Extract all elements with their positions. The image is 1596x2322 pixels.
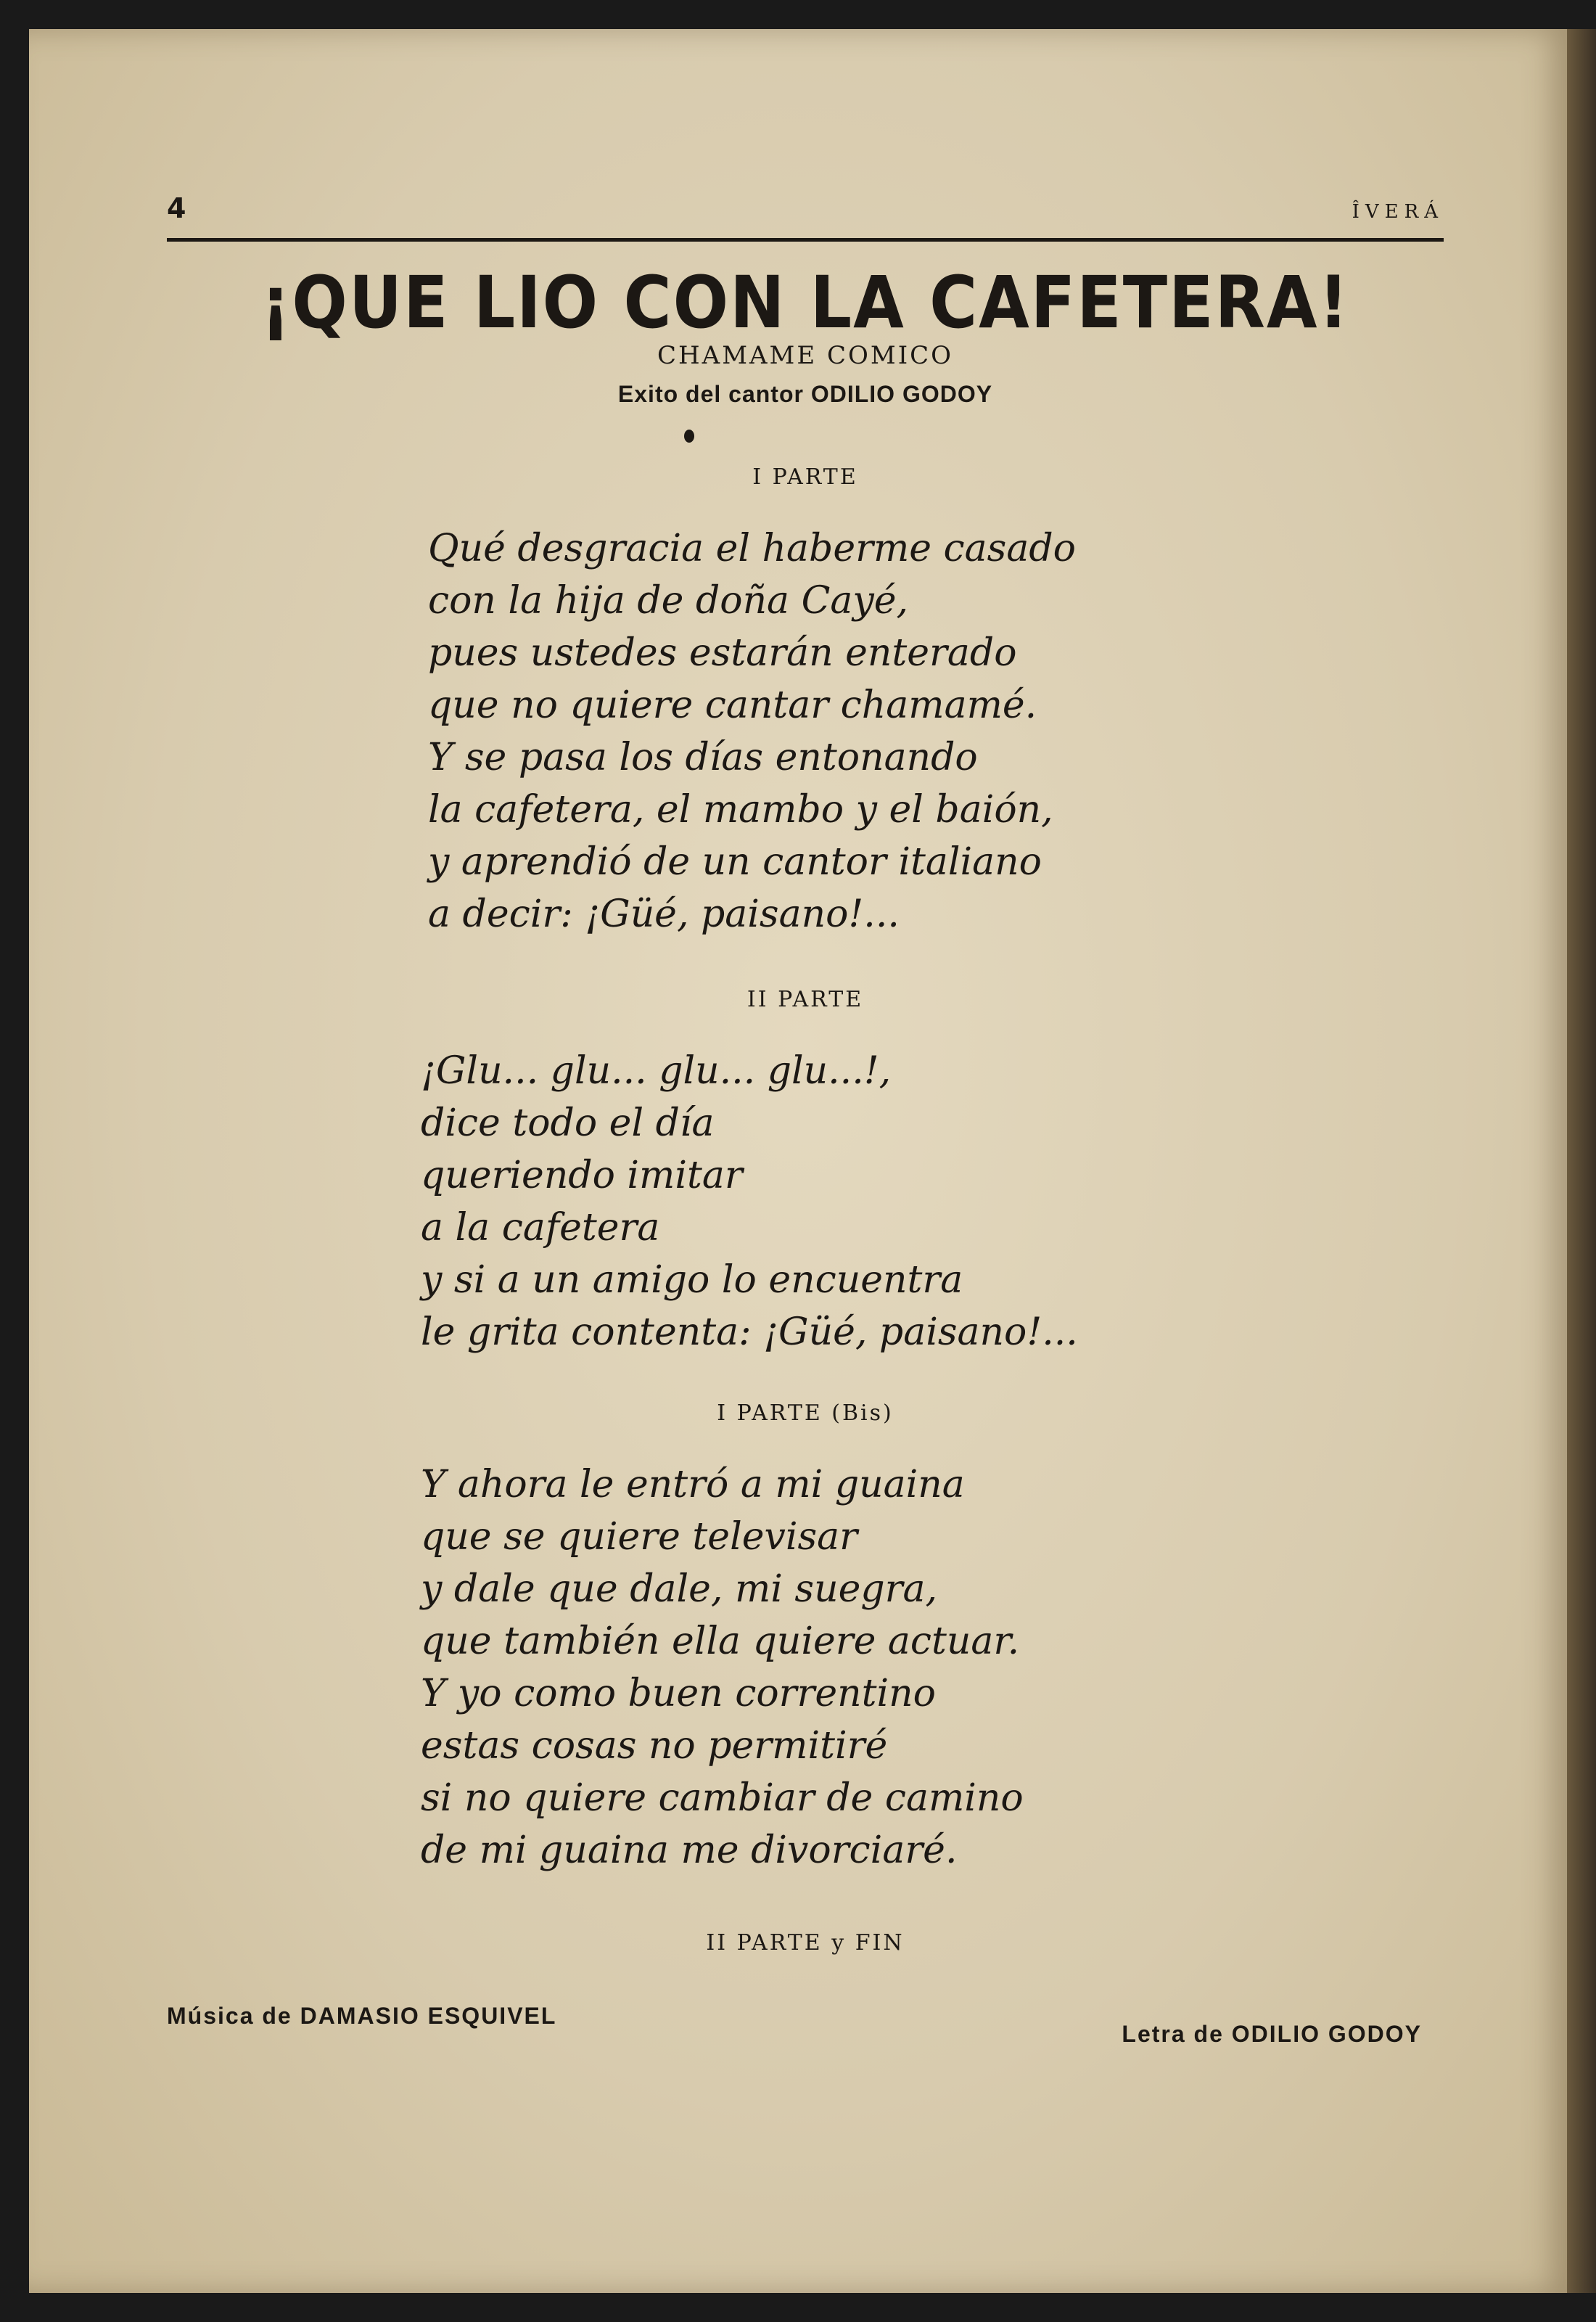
verse-line: y aprendió de un cantor italiano [428, 840, 1042, 884]
verse-line: Y ahora le entró a mi guaina [421, 1463, 965, 1506]
verse-line: pues ustedes estarán enterado [428, 631, 1017, 675]
verse-1 [428, 522, 1076, 940]
verse-line: y si a un amigo lo encuentra [421, 1258, 963, 1302]
section-heading-4: II PARTE y FIN [706, 1930, 905, 1956]
section-heading-2: II PARTE [746, 987, 864, 1012]
verse-line: queriendo imitar [421, 1154, 743, 1197]
verse-line: a decir: ¡Güé, paisano!... [428, 893, 900, 936]
ornament-dot [684, 430, 694, 443]
verse-line: con la hija de doña Cayé, [428, 579, 909, 623]
verse-line: de mi guaina me divorciaré. [421, 1829, 958, 1872]
verse-line: y dale que dale, mi suegra, [421, 1567, 938, 1611]
header-rule [167, 238, 1444, 242]
verse-line: Y yo como buen correntino [421, 1672, 936, 1715]
page-header [167, 192, 1444, 236]
verse-line: Y se pasa los días entonando [428, 736, 978, 779]
music-credit: Música de DAMASIO ESQUIVEL [167, 2003, 557, 2029]
book-spine-edge [1567, 29, 1596, 2293]
section-heading-1: I PARTE [752, 464, 858, 490]
song-genre: CHAMAME COMICO [657, 341, 954, 370]
verse-3 [421, 1459, 1024, 1876]
running-head: ÎVERÁ [1352, 201, 1444, 223]
verse-line: Qué desgracia el haberme casado [428, 527, 1076, 570]
verse-line: que también ella quiere actuar. [421, 1620, 1020, 1663]
section-heading-3: I PARTE (Bis) [717, 1400, 894, 1426]
verse-line: estas cosas no permitiré [421, 1724, 888, 1768]
verse-line: la cafetera, el mambo y el baión, [428, 788, 1053, 832]
verse-line: que se quiere televisar [421, 1515, 858, 1559]
verse-line: a la cafetera [421, 1206, 660, 1250]
lyrics-credit: Letra de ODILIO GODOY [1122, 2021, 1422, 2047]
verse-line: ¡Glu... glu... glu... glu...!, [421, 1049, 892, 1093]
song-credit: Exito del cantor ODILIO GODOY [617, 381, 993, 407]
verse-line: que no quiere cantar chamamé. [428, 684, 1037, 727]
page-number: 4 [167, 192, 186, 224]
song-title: ¡QUE LIO CON LA CAFETERA! [260, 260, 1350, 345]
verse-line: le grita contenta: ¡Güé, paisano!... [421, 1310, 1078, 1354]
verse-line: dice todo el día [421, 1101, 715, 1145]
verse-2 [421, 1045, 1078, 1358]
verse-line: si no quiere cambiar de camino [421, 1776, 1024, 1820]
